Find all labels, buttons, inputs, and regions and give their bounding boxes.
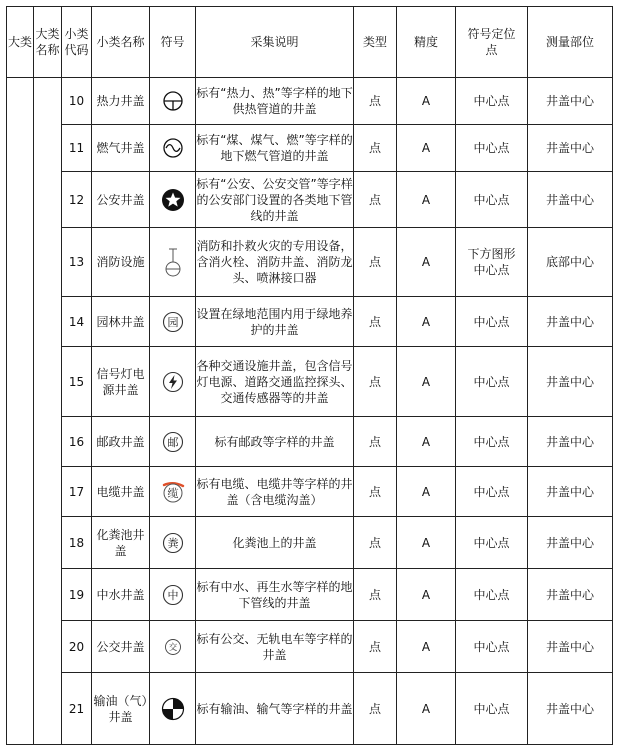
description-cell: 化粪池上的井盖	[196, 517, 354, 569]
sub-code-cell: 13	[62, 228, 92, 297]
precision-cell: A	[397, 673, 456, 745]
sub-name-cell: 燃气井盖	[92, 125, 150, 172]
garden-manhole-icon	[162, 311, 184, 333]
symbol-cell	[150, 417, 196, 467]
header-symbol: 符号	[150, 7, 196, 78]
svg-text:园: 园	[167, 315, 178, 329]
symbol-cell	[150, 297, 196, 347]
type-cell: 点	[354, 517, 397, 569]
sub-code-cell: 20	[62, 621, 92, 673]
type-cell: 点	[354, 569, 397, 621]
measure-cell: 井盖中心	[528, 417, 613, 467]
description-cell: 各种交通设施井盖，包含信号灯电源、道路交通监控探头、交通传感器等的井盖	[196, 347, 354, 417]
measure-cell: 井盖中心	[528, 517, 613, 569]
precision-cell: A	[397, 517, 456, 569]
sub-code-cell: 17	[62, 467, 92, 517]
description-cell: 标有“煤、煤气、燃”等字样的地下燃气管道的井盖	[196, 125, 354, 172]
sub-name-cell: 中水井盖	[92, 569, 150, 621]
header-precision: 精度	[397, 7, 456, 78]
header-description: 采集说明	[196, 7, 354, 78]
type-cell: 点	[354, 125, 397, 172]
type-cell: 点	[354, 347, 397, 417]
svg-text:粪: 粪	[167, 536, 178, 550]
type-cell: 点	[354, 78, 397, 125]
sub-name-cell: 输油（气）井盖	[92, 673, 150, 745]
anchor-cell: 中心点	[456, 621, 528, 673]
septic-manhole-icon	[162, 532, 184, 554]
measure-cell: 井盖中心	[528, 347, 613, 417]
measure-cell: 井盖中心	[528, 297, 613, 347]
anchor-cell: 中心点	[456, 125, 528, 172]
measure-cell: 井盖中心	[528, 673, 613, 745]
description-cell: 标有电缆、电缆井等字样的井盖（含电缆沟盖）	[196, 467, 354, 517]
police-manhole-star-icon	[161, 188, 185, 212]
sub-name-cell: 园林井盖	[92, 297, 150, 347]
anchor-cell: 中心点	[456, 417, 528, 467]
type-cell: 点	[354, 621, 397, 673]
sub-name-cell: 消防设施	[92, 228, 150, 297]
precision-cell: A	[397, 467, 456, 517]
description-cell: 标有“热力、热”等字样的地下供热管道的井盖	[196, 78, 354, 125]
symbol-cell	[150, 172, 196, 228]
description-cell: 消防和扑救火灾的专用设备，含消火栓、消防井盖、消防龙头、喷淋接口器	[196, 228, 354, 297]
header-type: 类型	[354, 7, 397, 78]
description-cell: 标有中水、再生水等字样的地下管线的井盖	[196, 569, 354, 621]
type-cell: 点	[354, 673, 397, 745]
measure-cell: 井盖中心	[528, 172, 613, 228]
symbol-cell	[150, 673, 196, 745]
table-row	[7, 569, 613, 621]
anchor-cell: 中心点	[456, 172, 528, 228]
measure-cell: 井盖中心	[528, 125, 613, 172]
sub-code-cell: 10	[62, 78, 92, 125]
precision-cell: A	[397, 297, 456, 347]
table-row	[7, 417, 613, 467]
sub-code-cell: 21	[62, 673, 92, 745]
table-row	[7, 347, 613, 417]
description-cell: 标有公交、无轨电车等字样的井盖	[196, 621, 354, 673]
measure-cell: 井盖中心	[528, 78, 613, 125]
type-cell: 点	[354, 417, 397, 467]
measure-cell: 井盖中心	[528, 569, 613, 621]
precision-cell: A	[397, 78, 456, 125]
heat-manhole-icon	[162, 90, 184, 112]
measure-cell: 井盖中心	[528, 467, 613, 517]
reclaimed-water-manhole-icon	[162, 584, 184, 606]
sub-name-cell: 邮政井盖	[92, 417, 150, 467]
symbol-spec-table	[6, 6, 613, 745]
sub-code-cell: 19	[62, 569, 92, 621]
sub-code-cell: 12	[62, 172, 92, 228]
sub-name-cell: 公安井盖	[92, 172, 150, 228]
sub-code-cell: 18	[62, 517, 92, 569]
anchor-cell: 中心点	[456, 78, 528, 125]
anchor-cell: 下方图形中心点	[456, 228, 528, 297]
table-row	[7, 517, 613, 569]
symbol-cell	[150, 228, 196, 297]
post-manhole-icon	[162, 431, 184, 453]
signal-power-manhole-icon	[162, 371, 184, 393]
precision-cell: A	[397, 417, 456, 467]
anchor-cell: 中心点	[456, 297, 528, 347]
symbol-cell	[150, 517, 196, 569]
sub-code-cell: 16	[62, 417, 92, 467]
table-row	[7, 125, 613, 172]
symbol-cell	[150, 125, 196, 172]
table-row	[7, 467, 613, 517]
category-name-cell	[34, 78, 62, 745]
sub-name-cell: 信号灯电源井盖	[92, 347, 150, 417]
symbol-cell	[150, 621, 196, 673]
table-row	[7, 673, 613, 745]
svg-text:交: 交	[168, 642, 177, 653]
anchor-cell: 中心点	[456, 347, 528, 417]
header-anchor-point: 符号定位点	[456, 7, 528, 78]
transit-manhole-icon	[164, 638, 182, 656]
header-row	[7, 7, 613, 78]
anchor-cell: 中心点	[456, 467, 528, 517]
description-cell: 标有输油、输气等字样的井盖	[196, 673, 354, 745]
header-category-name: 大类名称	[34, 7, 62, 78]
anchor-cell: 中心点	[456, 673, 528, 745]
precision-cell: A	[397, 125, 456, 172]
precision-cell: A	[397, 228, 456, 297]
type-cell: 点	[354, 467, 397, 517]
anchor-cell: 中心点	[456, 569, 528, 621]
table-row	[7, 228, 613, 297]
table-row	[7, 621, 613, 673]
table-row	[7, 172, 613, 228]
anchor-cell: 中心点	[456, 517, 528, 569]
precision-cell: A	[397, 347, 456, 417]
precision-cell: A	[397, 621, 456, 673]
sub-name-cell: 热力井盖	[92, 78, 150, 125]
symbol-cell	[150, 347, 196, 417]
header-sub-code: 小类代码	[62, 7, 92, 78]
svg-text:中: 中	[167, 588, 178, 602]
sub-code-cell: 15	[62, 347, 92, 417]
symbol-cell	[150, 569, 196, 621]
svg-text:邮: 邮	[167, 435, 178, 449]
header-category: 大类	[7, 7, 34, 78]
type-cell: 点	[354, 172, 397, 228]
sub-code-cell: 14	[62, 297, 92, 347]
table-row	[7, 297, 613, 347]
measure-cell: 井盖中心	[528, 621, 613, 673]
header-sub-name: 小类名称	[92, 7, 150, 78]
type-cell: 点	[354, 228, 397, 297]
table-row	[7, 78, 613, 125]
gas-manhole-icon	[162, 137, 184, 159]
precision-cell: A	[397, 172, 456, 228]
sub-name-cell: 电缆井盖	[92, 467, 150, 517]
type-cell: 点	[354, 297, 397, 347]
cable-manhole-icon	[161, 480, 185, 504]
svg-text:缆: 缆	[167, 486, 178, 500]
header-measure-part: 测量部位	[528, 7, 613, 78]
oil-gas-manhole-icon	[161, 697, 185, 721]
description-cell: 标有“公安、公安交管”等字样的公安部门设置的各类地下管线的井盖	[196, 172, 354, 228]
fire-hydrant-icon	[162, 245, 184, 279]
sub-code-cell: 11	[62, 125, 92, 172]
measure-cell: 底部中心	[528, 228, 613, 297]
sub-name-cell: 化粪池井盖	[92, 517, 150, 569]
symbol-cell	[150, 467, 196, 517]
symbol-cell	[150, 78, 196, 125]
description-cell: 设置在绿地范围内用于绿地养护的井盖	[196, 297, 354, 347]
precision-cell: A	[397, 569, 456, 621]
sub-name-cell: 公交井盖	[92, 621, 150, 673]
description-cell: 标有邮政等字样的井盖	[196, 417, 354, 467]
category-cell	[7, 78, 34, 745]
